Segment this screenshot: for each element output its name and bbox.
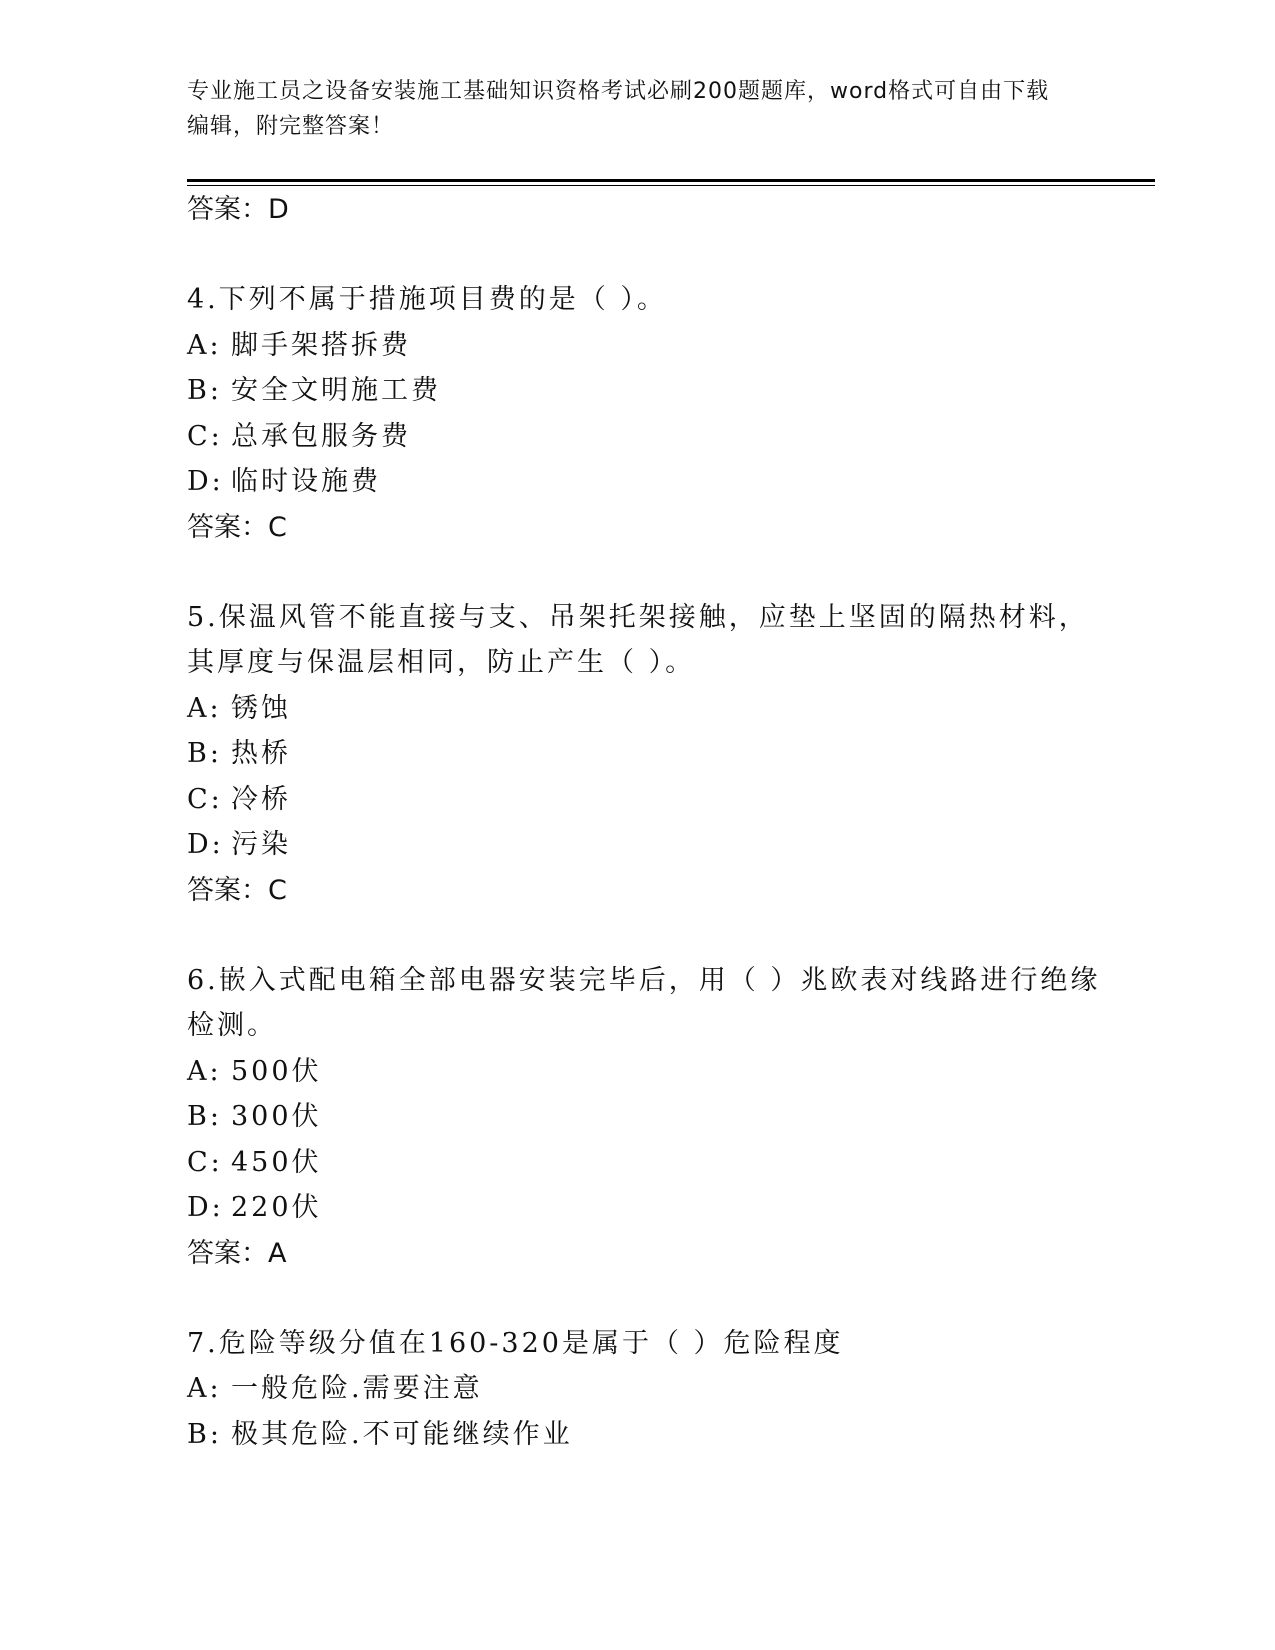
question-list xyxy=(187,187,1107,1457)
answer-line: 答案：A xyxy=(187,1237,287,1269)
option-row xyxy=(187,323,1107,369)
option-row xyxy=(187,459,1107,505)
header-divider-thin xyxy=(187,185,1155,186)
answer-line: 答案：C xyxy=(187,511,287,543)
answer-line: 答案：D xyxy=(187,194,289,225)
option-letter: D: xyxy=(187,1192,224,1223)
option-text: 污染 xyxy=(231,829,291,860)
option-row xyxy=(187,1140,1107,1186)
option-letter: C: xyxy=(187,783,223,815)
option-text: 锈蚀 xyxy=(231,692,291,724)
option-text: 一般危险.需要注意 xyxy=(231,1373,483,1404)
option-text: 450伏 xyxy=(231,1146,322,1178)
option-letter: A: xyxy=(187,329,222,361)
option-letter: C: xyxy=(187,1146,223,1178)
option-row xyxy=(187,777,1107,823)
question-stem: 6.嵌入式配电箱全部电器安装完毕后，用（ ）兆欧表对线路进行绝缘检测。 xyxy=(187,964,1101,1041)
spacer xyxy=(187,233,1107,277)
option-letter: D: xyxy=(187,466,224,497)
option-row xyxy=(187,1185,1107,1231)
option-text: 脚手架搭拆费 xyxy=(231,329,411,361)
option-text: 500伏 xyxy=(231,1055,322,1087)
option-letter: B: xyxy=(187,1101,222,1132)
document-header: 专业施工员之设备安装施工基础知识资格考试必刷200题题库，word格式可自由下载编辑，附完整答案！ xyxy=(187,79,1050,139)
option-row xyxy=(187,1412,1107,1458)
option-letter: D: xyxy=(187,829,224,860)
option-row xyxy=(187,731,1107,777)
option-letter: B: xyxy=(187,375,222,406)
option-text: 极其危险.不可能继续作业 xyxy=(231,1418,573,1450)
option-text: 220伏 xyxy=(231,1192,322,1223)
option-text: 临时设施费 xyxy=(231,466,381,497)
option-letter: A: xyxy=(187,1373,222,1404)
spacer xyxy=(187,914,1107,958)
question-stem: 7.危险等级分值在160-320是属于（ ）危险程度 xyxy=(187,1327,844,1359)
option-row xyxy=(187,686,1107,732)
option-text: 总承包服务费 xyxy=(231,420,411,452)
header-divider xyxy=(187,179,1155,182)
spacer xyxy=(187,551,1107,595)
option-letter: A: xyxy=(187,1055,222,1087)
option-letter: B: xyxy=(187,1418,222,1450)
option-row xyxy=(187,1094,1107,1140)
option-row xyxy=(187,822,1107,868)
option-letter: B: xyxy=(187,738,222,769)
option-row xyxy=(187,1049,1107,1095)
question-stem: 5.保温风管不能直接与支、吊架托架接触，应垫上坚固的隔热材料，其厚度与保温层相同，防止产生（ ）。 xyxy=(187,601,1089,678)
spacer xyxy=(187,1277,1107,1321)
answer-line: 答案：C xyxy=(187,874,287,906)
option-text: 冷桥 xyxy=(231,783,291,815)
option-text: 300伏 xyxy=(231,1101,322,1132)
option-letter: C: xyxy=(187,420,223,452)
option-row xyxy=(187,414,1107,460)
question-stem: 4.下列不属于措施项目费的是（ ）。 xyxy=(187,284,667,315)
option-row xyxy=(187,368,1107,414)
option-letter: A: xyxy=(187,692,222,724)
option-row xyxy=(187,1366,1107,1412)
option-text: 安全文明施工费 xyxy=(231,375,441,406)
option-text: 热桥 xyxy=(231,738,291,769)
